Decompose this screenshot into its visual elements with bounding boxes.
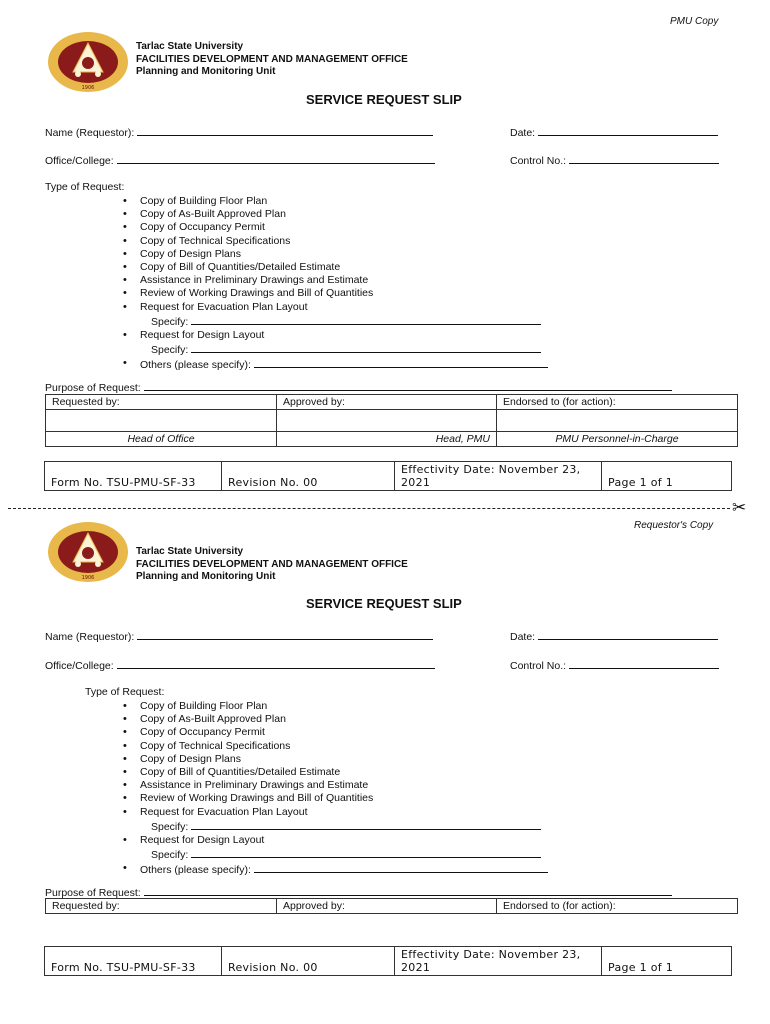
form-number: Form No. TSU-PMU-SF-33: [45, 462, 222, 491]
university-name: Tarlac State University: [136, 546, 244, 557]
effectivity-date: Effectivity Date: November 23, 2021: [395, 462, 602, 491]
approved-by-cell[interactable]: Approved by:: [277, 395, 497, 410]
office-input-line[interactable]: [117, 658, 435, 669]
name-field[interactable]: [45, 629, 433, 643]
name-input-line[interactable]: [137, 125, 433, 136]
name-input-line[interactable]: [137, 629, 433, 640]
date-field[interactable]: [510, 629, 718, 643]
form-title: SERVICE REQUEST SLIP: [306, 596, 462, 611]
page-number: Page 1 of 1: [602, 947, 732, 976]
cut-line: [8, 508, 730, 509]
role-head-pmu: Head, PMU: [277, 432, 497, 447]
list-item[interactable]: • Copy of Design Plans: [118, 248, 548, 261]
type-of-request-label: Type of Request:: [85, 686, 165, 698]
effectivity-date: Effectivity Date: November 23, 2021: [395, 947, 602, 976]
unit-name: Planning and Monitoring Unit: [136, 571, 276, 582]
signature-space[interactable]: [497, 410, 738, 432]
logo-year: 1906: [81, 575, 95, 581]
list-item[interactable]: • Request for Evacuation Plan Layout Specify:: [118, 806, 548, 834]
copy-label: PMU Copy: [670, 16, 719, 27]
list-item[interactable]: • Review of Working Drawings and Bill of Quantities: [118, 287, 548, 300]
list-item[interactable]: • Copy of Bill of Quantities/Detailed Estimate: [118, 261, 548, 274]
date-input-line[interactable]: [538, 125, 718, 136]
date-label: Date:: [510, 631, 536, 643]
control-input-line[interactable]: [569, 153, 719, 164]
office-name: FACILITIES DEVELOPMENT AND MANAGEMENT OFFICE: [136, 53, 408, 65]
control-label: Control No.:: [510, 155, 567, 167]
list-item[interactable]: • Others (please specify):: [118, 862, 548, 877]
list-item[interactable]: • Request for Design Layout Specify:: [118, 329, 548, 357]
form-title: SERVICE REQUEST SLIP: [306, 92, 462, 107]
purpose-field[interactable]: [45, 885, 672, 899]
specify-line[interactable]: Specify:: [140, 314, 548, 329]
specify-line[interactable]: Specify:: [140, 847, 548, 862]
signature-table: [45, 898, 738, 914]
form-info-table: [44, 946, 732, 976]
form-number: Form No. TSU-PMU-SF-33: [45, 947, 222, 976]
office-label: Office/College:: [45, 660, 114, 672]
scissors-icon: ✂: [732, 498, 747, 517]
revision-number: Revision No. 00: [222, 947, 395, 976]
date-label: Date:: [510, 127, 536, 139]
endorsed-to-cell[interactable]: Endorsed to (for action):: [497, 899, 738, 914]
university-seal-logo: [46, 30, 130, 94]
list-item[interactable]: • Copy of As-Built Approved Plan: [118, 713, 548, 726]
office-label: Office/College:: [45, 155, 114, 167]
control-field[interactable]: [510, 153, 719, 167]
purpose-label: Purpose of Request:: [45, 887, 141, 899]
unit-name: Planning and Monitoring Unit: [136, 66, 276, 77]
office-name: FACILITIES DEVELOPMENT AND MANAGEMENT OFFICE: [136, 558, 408, 570]
role-pmu-personnel: PMU Personnel-in-Charge: [497, 432, 738, 447]
list-item[interactable]: • Copy of Building Floor Plan: [118, 700, 548, 713]
signature-space[interactable]: [277, 410, 497, 432]
control-field[interactable]: [510, 658, 719, 672]
date-input-line[interactable]: [538, 629, 718, 640]
list-item[interactable]: • Copy of Occupancy Permit: [118, 221, 548, 234]
name-label: Name (Requestor):: [45, 631, 135, 643]
list-item[interactable]: • Copy of Design Plans: [118, 753, 548, 766]
purpose-input-line[interactable]: [144, 380, 672, 391]
list-item[interactable]: • Assistance in Preliminary Drawings and Estimate: [118, 779, 548, 792]
request-type-list: [118, 700, 548, 878]
list-item[interactable]: • Copy of Technical Specifications: [118, 740, 548, 753]
role-head-of-office: Head of Office: [46, 432, 277, 447]
control-input-line[interactable]: [569, 658, 719, 669]
list-item[interactable]: • Assistance in Preliminary Drawings and Estimate: [118, 274, 548, 287]
purpose-field[interactable]: [45, 380, 672, 394]
purpose-label: Purpose of Request:: [45, 382, 141, 394]
control-label: Control No.:: [510, 660, 567, 672]
form-info-table: [44, 461, 732, 491]
list-item[interactable]: • Request for Evacuation Plan Layout Specify:: [118, 301, 548, 329]
type-of-request-label: Type of Request:: [45, 181, 125, 193]
revision-number: Revision No. 00: [222, 462, 395, 491]
name-label: Name (Requestor):: [45, 127, 135, 139]
endorsed-to-cell[interactable]: Endorsed to (for action):: [497, 395, 738, 410]
list-item[interactable]: • Copy of Bill of Quantities/Detailed Estimate: [118, 766, 548, 779]
list-item[interactable]: • Review of Working Drawings and Bill of Quantities: [118, 792, 548, 805]
office-field[interactable]: [45, 658, 435, 672]
name-field[interactable]: [45, 125, 433, 139]
list-item[interactable]: • Copy of Technical Specifications: [118, 235, 548, 248]
logo-year: 1906: [81, 85, 95, 91]
approved-by-cell[interactable]: Approved by:: [277, 899, 497, 914]
requested-by-cell[interactable]: Requested by:: [46, 899, 277, 914]
purpose-input-line[interactable]: [144, 885, 672, 896]
letterhead: [136, 546, 408, 584]
list-item[interactable]: • Copy of Building Floor Plan: [118, 195, 548, 208]
university-name: Tarlac State University: [136, 41, 244, 52]
request-type-list: [118, 195, 548, 373]
office-input-line[interactable]: [117, 153, 435, 164]
list-item[interactable]: • Copy of As-Built Approved Plan: [118, 208, 548, 221]
list-item[interactable]: • Request for Design Layout Specify:: [118, 834, 548, 862]
signature-space[interactable]: [46, 410, 277, 432]
list-item[interactable]: • Others (please specify):: [118, 357, 548, 372]
university-seal-logo: [46, 520, 130, 584]
requested-by-cell[interactable]: Requested by:: [46, 395, 277, 410]
office-field[interactable]: [45, 153, 435, 167]
list-item[interactable]: • Copy of Occupancy Permit: [118, 726, 548, 739]
date-field[interactable]: [510, 125, 718, 139]
letterhead: [136, 41, 408, 79]
specify-line[interactable]: Specify:: [140, 819, 548, 834]
copy-label: Requestor's Copy: [634, 520, 714, 531]
page-number: Page 1 of 1: [602, 462, 732, 491]
signature-table: [45, 394, 738, 447]
specify-line[interactable]: Specify:: [140, 342, 548, 357]
